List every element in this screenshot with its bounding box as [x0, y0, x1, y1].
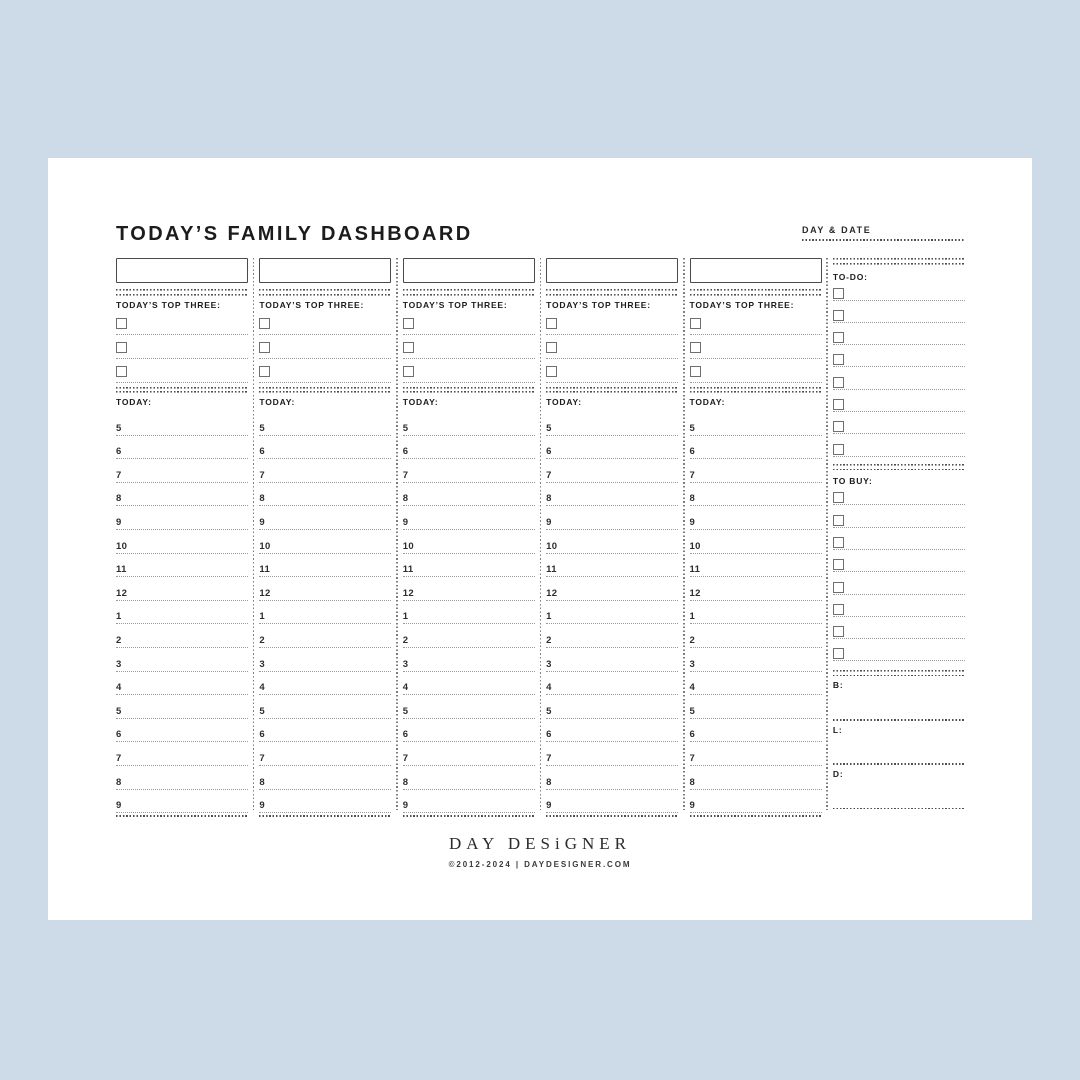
person-column	[546, 258, 678, 817]
meal-section[interactable]	[833, 725, 965, 764]
name-field[interactable]	[546, 258, 678, 283]
hour-label: 9	[259, 800, 266, 812]
checkbox[interactable]	[403, 318, 414, 329]
schedule-row[interactable]	[259, 436, 391, 460]
hour-label: 3	[116, 658, 122, 670]
hour-label: 9	[689, 516, 696, 528]
schedule-row[interactable]	[546, 459, 678, 483]
hour-label: 6	[259, 446, 266, 458]
checkbox[interactable]	[833, 332, 844, 343]
schedule-row[interactable]	[690, 412, 822, 436]
hour-label: 11	[116, 564, 127, 576]
top-three-label: TODAY’S TOP THREE:	[689, 299, 795, 310]
hour-label: 5	[402, 705, 409, 717]
planner-grid	[116, 258, 965, 810]
brand-logo: DAY DESiGNER	[448, 834, 632, 853]
checkbox[interactable]	[546, 366, 557, 377]
schedule-row[interactable]	[690, 483, 822, 507]
hour-label: 7	[116, 752, 122, 764]
hour-label: 6	[402, 729, 409, 741]
schedule-row[interactable]	[259, 624, 391, 648]
checkbox[interactable]	[833, 399, 844, 410]
hour-label: 5	[546, 705, 552, 717]
to-buy-row[interactable]	[833, 489, 965, 511]
to-buy-row[interactable]	[833, 601, 965, 623]
person-column	[116, 258, 248, 817]
schedule-row[interactable]	[116, 530, 248, 554]
hour-label: 9	[259, 516, 266, 528]
top-three-row[interactable]	[546, 315, 678, 339]
today-label: TODAY:	[259, 397, 296, 407]
hour-label: 9	[116, 800, 122, 812]
schedule-row[interactable]	[546, 766, 678, 790]
column-divider	[683, 258, 685, 810]
schedule-row[interactable]	[690, 672, 822, 696]
hour-label: 5	[259, 422, 266, 434]
top-three-row[interactable]	[690, 363, 822, 387]
checkbox[interactable]	[833, 604, 844, 615]
top-three-row[interactable]	[690, 315, 822, 339]
hour-label: 10	[116, 540, 128, 552]
schedule-row[interactable]	[116, 577, 248, 601]
hour-label: 7	[546, 752, 552, 764]
schedule-row[interactable]	[546, 719, 678, 743]
top-three-row[interactable]	[116, 363, 248, 387]
schedule-row[interactable]	[403, 742, 535, 766]
hour-label: 4	[259, 682, 266, 694]
hour-label: 6	[689, 729, 696, 741]
meal-rule	[833, 808, 965, 810]
column-bottom-rule	[116, 815, 248, 817]
schedule-row[interactable]	[403, 459, 535, 483]
checkbox[interactable]	[116, 366, 127, 377]
day-date-line[interactable]	[802, 239, 965, 241]
checkbox[interactable]	[833, 444, 844, 455]
column-divider	[396, 258, 398, 810]
checkbox[interactable]	[690, 366, 701, 377]
hour-label: 8	[259, 776, 266, 788]
column-divider	[826, 258, 828, 810]
schedule-row[interactable]	[546, 436, 678, 460]
hour-label: 5	[689, 422, 696, 434]
schedule-row[interactable]	[546, 601, 678, 625]
schedule-row[interactable]	[259, 766, 391, 790]
top-three-row[interactable]	[116, 339, 248, 363]
hour-label: 7	[546, 469, 552, 481]
hour-label: 8	[259, 493, 266, 505]
double-dotted-separator	[116, 387, 248, 394]
hour-label: 11	[546, 564, 557, 576]
hour-label: 10	[402, 540, 415, 552]
schedule-row[interactable]	[403, 483, 535, 507]
schedule-row[interactable]	[259, 790, 391, 814]
top-three-row[interactable]	[259, 315, 391, 339]
checkbox[interactable]	[833, 582, 844, 593]
double-dotted-separator	[259, 289, 391, 296]
hour-label: 6	[116, 729, 122, 741]
schedule-row[interactable]	[259, 695, 391, 719]
schedule-row[interactable]	[403, 412, 535, 436]
checkbox[interactable]	[259, 366, 270, 377]
schedule-row[interactable]	[690, 790, 822, 814]
schedule-row[interactable]	[403, 624, 535, 648]
hour-label: 3	[689, 658, 696, 670]
hour-label: 9	[546, 516, 552, 528]
schedule-row[interactable]	[259, 742, 391, 766]
schedule-row[interactable]	[403, 601, 535, 625]
schedule-row[interactable]	[259, 648, 391, 672]
hour-label: 1	[546, 611, 552, 623]
hour-label: 4	[689, 682, 696, 694]
meal-section[interactable]	[833, 680, 965, 719]
schedule-row[interactable]	[259, 554, 391, 578]
to-buy-row[interactable]	[833, 623, 965, 645]
hour-label: 7	[259, 752, 266, 764]
hour-label: 1	[689, 611, 696, 623]
name-field[interactable]	[259, 258, 391, 283]
top-three-label: TODAY’S TOP THREE:	[116, 299, 221, 310]
name-field[interactable]	[116, 258, 248, 283]
hour-label: 8	[689, 776, 696, 788]
to-buy-row[interactable]	[833, 556, 965, 578]
checkbox[interactable]	[833, 310, 844, 321]
schedule-row[interactable]	[546, 672, 678, 696]
hour-label: 6	[546, 446, 552, 458]
schedule-row[interactable]	[116, 412, 248, 436]
hour-label: 6	[546, 729, 552, 741]
hour-label: 8	[546, 493, 552, 505]
double-dotted-separator	[116, 289, 248, 296]
todo-row[interactable]	[833, 285, 965, 307]
to-buy-row[interactable]	[833, 512, 965, 534]
schedule-row[interactable]	[259, 719, 391, 743]
hour-label: 6	[116, 446, 122, 458]
hour-label: 9	[402, 800, 409, 812]
sidebar	[833, 258, 965, 809]
column-bottom-rule	[690, 815, 822, 817]
schedule-row[interactable]	[690, 554, 822, 578]
schedule-row[interactable]	[403, 506, 535, 530]
hour-label: 9	[689, 800, 696, 812]
today-label: TODAY:	[689, 397, 726, 407]
hour-label: 8	[689, 493, 696, 505]
schedule-row[interactable]	[690, 577, 822, 601]
todo-label: TO-DO:	[832, 271, 868, 282]
checkbox[interactable]	[833, 559, 844, 570]
schedule-row[interactable]	[690, 766, 822, 790]
today-label: TODAY:	[116, 397, 152, 407]
hour-label: 10	[689, 540, 701, 552]
checkbox[interactable]	[833, 626, 844, 637]
top-three-row[interactable]	[690, 339, 822, 363]
todo-row[interactable]	[833, 374, 965, 396]
checkbox[interactable]	[833, 537, 844, 548]
schedule-row[interactable]	[116, 601, 248, 625]
schedule-row[interactable]	[403, 719, 535, 743]
planner-page	[48, 158, 1032, 920]
double-dotted-separator	[403, 289, 535, 296]
hour-label: 7	[116, 469, 122, 481]
schedule-row[interactable]	[116, 766, 248, 790]
checkbox[interactable]	[116, 318, 127, 329]
todo-row[interactable]	[833, 329, 965, 351]
hour-label: 1	[402, 611, 409, 623]
schedule-row[interactable]	[690, 624, 822, 648]
hour-label: 3	[546, 658, 552, 670]
double-dotted-separator	[403, 387, 535, 394]
checkbox[interactable]	[546, 342, 557, 353]
hour-label: 8	[402, 493, 409, 505]
schedule-row[interactable]	[116, 436, 248, 460]
top-three-row[interactable]	[259, 363, 391, 387]
schedule-row[interactable]	[403, 648, 535, 672]
top-three-row[interactable]	[403, 363, 535, 387]
schedule-row[interactable]	[546, 742, 678, 766]
schedule-row[interactable]	[546, 483, 678, 507]
schedule-row[interactable]	[403, 766, 535, 790]
schedule-row[interactable]	[403, 436, 535, 460]
copyright-text: ©2012-2024 | DAYDESIGNER.COM	[448, 860, 632, 869]
footer	[48, 834, 1032, 869]
checkbox[interactable]	[833, 421, 844, 432]
person-column	[403, 258, 535, 817]
top-three-label: TODAY’S TOP THREE:	[259, 299, 365, 310]
top-three-row[interactable]	[403, 339, 535, 363]
hour-label: 11	[689, 564, 701, 576]
schedule-row[interactable]	[116, 695, 248, 719]
hour-label: 4	[546, 682, 552, 694]
day-date-label: DAY & DATE	[802, 225, 872, 235]
hour-label: 3	[402, 658, 409, 670]
checkbox[interactable]	[833, 515, 844, 526]
today-label: TODAY:	[546, 397, 582, 407]
to-buy-row[interactable]	[833, 645, 965, 667]
schedule-row[interactable]	[546, 554, 678, 578]
hour-label: 8	[402, 776, 409, 788]
schedule-row[interactable]	[690, 436, 822, 460]
hour-label: 5	[689, 705, 696, 717]
checkbox[interactable]	[403, 342, 414, 353]
schedule-row[interactable]	[403, 554, 535, 578]
meal-label: L:	[832, 724, 843, 735]
schedule-row[interactable]	[116, 459, 248, 483]
hour-label: 12	[402, 587, 415, 599]
schedule-row[interactable]	[116, 506, 248, 530]
schedule-row[interactable]	[403, 790, 535, 814]
top-three-label: TODAY’S TOP THREE:	[402, 299, 508, 310]
checkbox[interactable]	[546, 318, 557, 329]
hour-label: 7	[689, 752, 696, 764]
meal-rule	[833, 763, 965, 765]
schedule-row[interactable]	[546, 624, 678, 648]
schedule-row[interactable]	[259, 483, 391, 507]
hour-label: 8	[116, 493, 122, 505]
hour-label: 9	[116, 516, 122, 528]
checkbox[interactable]	[403, 366, 414, 377]
checkbox[interactable]	[690, 342, 701, 353]
schedule-row[interactable]	[546, 506, 678, 530]
schedule-row[interactable]	[690, 506, 822, 530]
schedule-row[interactable]	[546, 648, 678, 672]
schedule-row[interactable]	[546, 412, 678, 436]
hour-label: 6	[689, 446, 696, 458]
top-three-label: TODAY’S TOP THREE:	[546, 299, 651, 310]
schedule-row[interactable]	[690, 695, 822, 719]
schedule-row[interactable]	[259, 601, 391, 625]
schedule-row[interactable]	[546, 790, 678, 814]
name-field[interactable]	[690, 258, 822, 283]
top-three-row[interactable]	[546, 339, 678, 363]
hour-label: 3	[259, 658, 266, 670]
hour-label: 4	[116, 682, 122, 694]
schedule-row[interactable]	[259, 459, 391, 483]
todo-row[interactable]	[833, 351, 965, 373]
double-dotted-separator	[546, 289, 678, 296]
schedule-row[interactable]	[259, 577, 391, 601]
hour-label: 6	[402, 446, 409, 458]
column-divider	[253, 258, 255, 810]
todo-row[interactable]	[833, 396, 965, 418]
meal-label: D:	[832, 769, 844, 780]
checkbox[interactable]	[259, 318, 270, 329]
column-bottom-rule	[546, 815, 678, 817]
checkbox[interactable]	[259, 342, 270, 353]
schedule-row[interactable]	[690, 459, 822, 483]
hour-label: 4	[402, 682, 409, 694]
hour-label: 11	[402, 564, 414, 576]
top-three-row[interactable]	[259, 339, 391, 363]
hour-label: 8	[546, 776, 552, 788]
double-dotted-separator	[546, 387, 678, 394]
double-dotted-separator	[833, 258, 965, 265]
to-buy-row[interactable]	[833, 534, 965, 556]
person-column	[259, 258, 391, 817]
schedule-row[interactable]	[690, 530, 822, 554]
schedule-row[interactable]	[116, 624, 248, 648]
checkbox[interactable]	[833, 354, 844, 365]
double-dotted-separator	[690, 387, 822, 394]
hour-label: 9	[546, 800, 552, 812]
hour-label: 10	[546, 540, 558, 552]
hour-label: 2	[689, 634, 696, 646]
hour-label: 12	[116, 587, 128, 599]
double-dotted-separator	[833, 670, 965, 677]
schedule-row[interactable]	[116, 554, 248, 578]
today-label: TODAY:	[402, 397, 439, 407]
schedule-row[interactable]	[116, 719, 248, 743]
hour-label: 2	[259, 634, 266, 646]
schedule-row[interactable]	[403, 530, 535, 554]
schedule-row[interactable]	[116, 790, 248, 814]
meal-label: B:	[832, 680, 844, 691]
to-buy-row[interactable]	[833, 579, 965, 601]
schedule-row[interactable]	[259, 506, 391, 530]
checkbox[interactable]	[690, 318, 701, 329]
logo-i-glyph: i	[555, 834, 565, 853]
schedule-row[interactable]	[403, 577, 535, 601]
schedule-row[interactable]	[116, 742, 248, 766]
schedule-row[interactable]	[259, 672, 391, 696]
todo-row[interactable]	[833, 418, 965, 440]
top-three-row[interactable]	[403, 315, 535, 339]
checkbox[interactable]	[833, 648, 844, 659]
schedule-row[interactable]	[546, 577, 678, 601]
column-bottom-rule	[259, 815, 391, 817]
schedule-row[interactable]	[259, 530, 391, 554]
hour-label: 11	[259, 564, 271, 576]
hour-label: 7	[689, 469, 696, 481]
schedule-row[interactable]	[690, 601, 822, 625]
hour-label: 8	[116, 776, 122, 788]
hour-label: 5	[402, 422, 409, 434]
schedule-row[interactable]	[403, 672, 535, 696]
checkbox[interactable]	[116, 342, 127, 353]
schedule-row[interactable]	[690, 648, 822, 672]
top-three-row[interactable]	[116, 315, 248, 339]
double-dotted-separator	[259, 387, 391, 394]
hour-label: 5	[259, 705, 266, 717]
to-buy-label: TO BUY:	[832, 476, 873, 487]
schedule-row[interactable]	[116, 648, 248, 672]
schedule-row[interactable]	[259, 412, 391, 436]
hour-label: 12	[546, 587, 558, 599]
hour-label: 5	[116, 422, 122, 434]
schedule-row[interactable]	[546, 695, 678, 719]
top-three-row[interactable]	[546, 363, 678, 387]
day-date-block	[802, 225, 965, 241]
hour-label: 1	[259, 611, 266, 623]
hour-label: 2	[402, 634, 409, 646]
schedule-row[interactable]	[546, 530, 678, 554]
meal-rule	[833, 719, 965, 721]
meal-section[interactable]	[833, 769, 965, 808]
hour-label: 7	[402, 469, 409, 481]
double-dotted-separator	[690, 289, 822, 296]
todo-row[interactable]	[833, 307, 965, 329]
column-divider	[540, 258, 542, 810]
schedule-row[interactable]	[690, 742, 822, 766]
column-bottom-rule	[403, 815, 535, 817]
hour-label: 7	[402, 752, 409, 764]
todo-row[interactable]	[833, 441, 965, 463]
hour-label: 1	[116, 611, 122, 623]
hour-label: 6	[259, 729, 266, 741]
hour-label: 12	[689, 587, 701, 599]
schedule-row[interactable]	[116, 483, 248, 507]
person-column	[690, 258, 822, 817]
double-dotted-separator	[833, 464, 965, 471]
schedule-row[interactable]	[403, 695, 535, 719]
checkbox[interactable]	[833, 492, 844, 503]
checkbox[interactable]	[833, 288, 844, 299]
schedule-row[interactable]	[690, 719, 822, 743]
hour-label: 7	[259, 469, 266, 481]
name-field[interactable]	[403, 258, 535, 283]
checkbox[interactable]	[833, 377, 844, 388]
hour-label: 9	[402, 516, 409, 528]
hour-label: 2	[546, 634, 552, 646]
schedule-row[interactable]	[116, 672, 248, 696]
hour-label: 12	[259, 587, 271, 599]
hour-label: 10	[259, 540, 271, 552]
hour-label: 2	[116, 634, 122, 646]
page-title: TODAY’S FAMILY DASHBOARD	[116, 223, 473, 245]
hour-label: 5	[546, 422, 552, 434]
hour-label: 5	[116, 705, 122, 717]
